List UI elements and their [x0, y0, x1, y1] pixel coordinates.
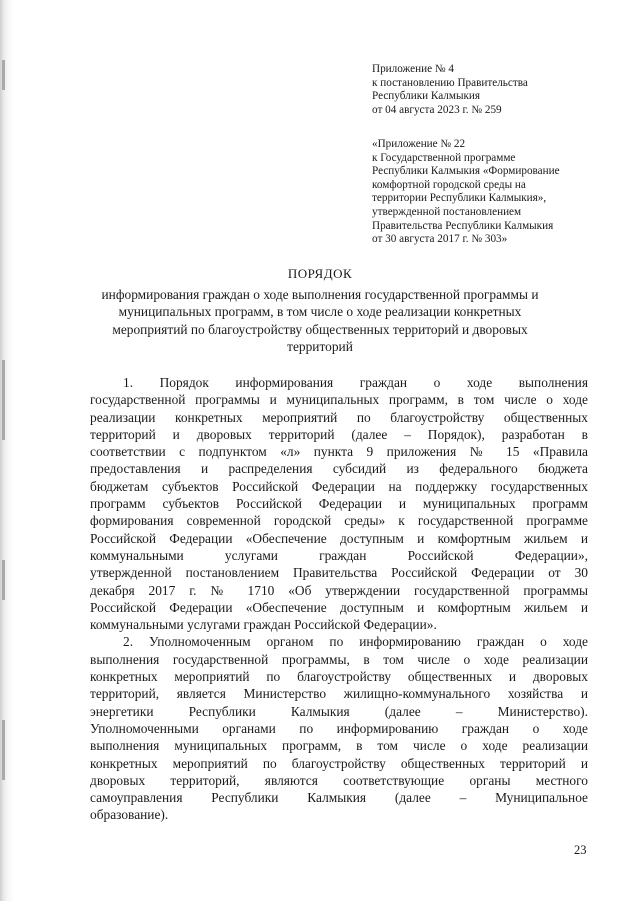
- body-line: Российской Федерации «Обеспечение доступным и комфортным жильем и: [90, 530, 588, 546]
- body-line: дворовых территорий, являются соответствующие органы местного: [90, 772, 588, 788]
- subtitle-line: территорий: [287, 339, 353, 355]
- header-line: Приложение № 4: [372, 63, 454, 75]
- body-line: самоуправления Республики Калмыкия (далее – Муниципальное: [90, 790, 588, 806]
- page-number: 23: [574, 843, 587, 857]
- header-line: «Приложение № 22: [372, 138, 466, 150]
- header-line: Республики Калмыкия «Формирование: [372, 165, 560, 178]
- header-line: утвержденной постановлением: [372, 205, 522, 218]
- body-line: территорий, является Министерство жилищно-коммунального хозяйства и: [90, 686, 588, 702]
- body-line: энергетики Республики Калмыкия (далее – Министерство).: [90, 703, 588, 719]
- body-line: коммунальными услугами граждан Российской Федерации»,: [90, 547, 588, 563]
- header-line: Республики Калмыкия: [372, 90, 481, 103]
- document-subtitle: [90, 286, 550, 356]
- header-line: комфортной городской среды на: [372, 178, 526, 191]
- body-line: формирования современной городской среды» к государственной программе: [90, 513, 588, 529]
- body-line: выполнения муниципальных программ, в том числе о ходе реализации: [90, 738, 588, 754]
- body-line: 2. Уполномоченным органом по информированию граждан о ходе: [123, 634, 588, 650]
- document-title: ПОРЯДОК: [287, 266, 353, 281]
- body-line: 1. Порядок информирования граждан о ходе выполнения: [123, 375, 588, 390]
- subtitle-line: информирования граждан о ходе выполнения государственной программы и: [101, 287, 539, 302]
- document-body: [90, 374, 588, 824]
- header-line: к Государственной программе: [372, 151, 516, 164]
- subtitle-line: мероприятий по благоустройству общественных территорий и дворовых: [112, 321, 528, 337]
- body-line: программ субъектов Российской Федерации и муниципальных программ: [90, 496, 588, 512]
- subtitle-line: муниципальных программ, в том числе о ходе реализации конкретных: [118, 304, 522, 320]
- header-line: от 04 августа 2023 г. № 259: [372, 103, 502, 116]
- body-line: предоставления и распределения субсидий из федерального бюджета: [90, 461, 588, 477]
- body-line: соответствии с подпунктом «л» пункта 9 приложения № 15 «Правила: [90, 444, 588, 460]
- body-line: реализации конкретных мероприятий по благоустройству общественных: [90, 409, 588, 425]
- body-line: Российской Федерации «Обеспечение доступным и комфортным жильем и: [90, 599, 588, 615]
- header-line: от 30 августа 2017 г. № 303»: [372, 233, 508, 246]
- body-line: утвержденной постановлением Правительства Российской Федерации от 30: [90, 565, 588, 581]
- header-line: к постановлению Правительства: [372, 76, 528, 89]
- body-line: коммунальными услугами граждан Российской Федерации».: [90, 617, 437, 633]
- body-line: выполнения государственной программы, в том числе о ходе реализации: [90, 651, 588, 667]
- body-line: Уполномоченными органами по информированию граждан о ходе: [90, 720, 588, 736]
- scan-artifact: [2, 560, 5, 600]
- body-line: конкретных мероприятий по благоустройству общественных и дворовых: [90, 669, 588, 685]
- body-line: государственной программы и муниципальных программ, в том числе о ходе: [90, 392, 588, 408]
- body-line: бюджетам субъектов Российской Федерации на поддержку государственных: [90, 478, 588, 494]
- header-line: территории Республики Калмыкия»,: [372, 192, 547, 205]
- original-appendix-header: [372, 138, 602, 247]
- body-line: образование).: [90, 807, 169, 823]
- body-line: территорий и дворовых территорий (далее – Порядок), разработан в: [90, 426, 588, 442]
- scan-artifact: [2, 360, 5, 440]
- appendix-header: [372, 63, 602, 117]
- body-line: декабря 2017 г. № 1710 «Об утверждении государственной программы: [90, 582, 588, 598]
- scan-artifact: [2, 720, 5, 780]
- body-line: конкретных мероприятий по благоустройству общественных территорий и: [90, 755, 588, 771]
- header-line: Правительства Республики Калмыкия: [372, 219, 554, 232]
- scan-artifact: [2, 60, 5, 90]
